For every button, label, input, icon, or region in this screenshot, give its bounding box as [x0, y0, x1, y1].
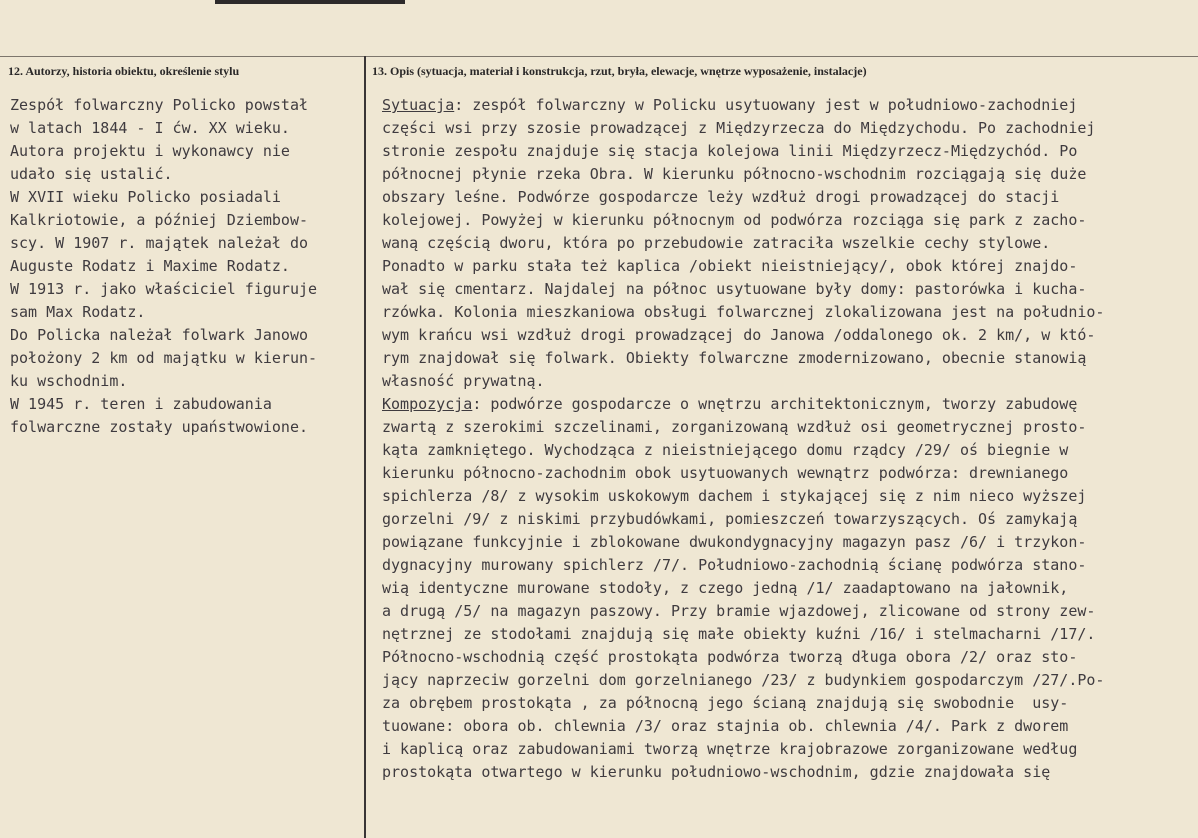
description-line [382, 347, 1104, 370]
description-line [382, 531, 1104, 554]
history-line: Kalkriotowie, a później Dziembow- [10, 211, 309, 229]
description-line [382, 485, 1104, 508]
description-column [382, 94, 1104, 784]
description-line [382, 623, 1104, 646]
history-line: Do Policka należał folwark Janowo [10, 326, 309, 344]
description-line [382, 646, 1104, 669]
line-text: dygnacyjny murowany spichlerz /7/. Południowo-zachodnią ścianę podwórza stano- [382, 556, 1087, 574]
line-text: waną częścią dworu, która po przebudowie zatraciła wszelkie cechy stylowe. [382, 234, 1051, 252]
description-line [382, 715, 1104, 738]
description-line [382, 140, 1104, 163]
history-line: udało się ustalić. [10, 165, 173, 183]
line-text: wią identyczne murowane stodoły, z czego jedną /1/ zaadaptowano na jałownik, [382, 579, 1069, 597]
line-text: i kaplicą oraz zabudowaniami tworzą wnętrze krajobrazowe zorganizowane według [382, 740, 1078, 758]
section-13-header: 13. Opis (sytuacja, materiał i konstrukcja, rzut, bryła, elewacje, wnętrze wyposażenie, instalacje) [372, 64, 867, 78]
section-label: Kompozycja [382, 395, 473, 413]
line-text: obszary leśne. Podwórze gospodarcze leży wzdłuż drogi prowadzącej do stacji [382, 188, 1060, 206]
history-line: położony 2 km od majątku w kierun- [10, 349, 318, 367]
line-text: rym znajdował się folwark. Obiekty folwarczne zmodernizowano, obecnie stanowią [382, 349, 1087, 367]
line-text: Północno-wschodnią część prostokąta podwórza tworzą długa obora /2/ oraz sto- [382, 648, 1078, 666]
history-line: sam Max Rodatz. [10, 303, 146, 321]
line-text: kąta zamkniętego. Wychodząca z nieistniejącego domu rządcy /29/ oś biegnie w [382, 441, 1069, 459]
description-line [382, 554, 1104, 577]
history-line: ku wschodnim. [10, 372, 128, 390]
line-text: : zespół folwarczny w Policku usytuowany jest w południowo-zachodniej [454, 96, 1078, 114]
line-text: jący naprzeciw gorzelni dom gorzelnianego /23/ z budynkiem gospodarczym /27/.Po- [382, 671, 1105, 689]
line-text: własność prywatną. [382, 372, 545, 390]
line-text: kolejowej. Powyżej w kierunku północnym od podwórza rozciąga się park z zacho- [382, 211, 1087, 229]
line-text: północnej płynie rzeka Obra. W kierunku północno-wschodnim rozciągają się duże [382, 165, 1087, 183]
line-text: tuowane: obora ob. chlewnia /3/ oraz stajnia ob. chlewnia /4/. Park z dworem [382, 717, 1069, 735]
top-edge-mark [215, 0, 405, 4]
description-line [382, 324, 1104, 347]
description-line [382, 692, 1104, 715]
line-text: nętrznej ze stodołami znajdują się małe obiekty kuźni /16/ i stelmacharni /17/. [382, 625, 1096, 643]
description-line [382, 738, 1104, 761]
description-line [382, 117, 1104, 140]
header-rule [0, 56, 1198, 57]
description-line [382, 232, 1104, 255]
description-line [382, 393, 1104, 416]
description-line [382, 416, 1104, 439]
line-text: a drugą /5/ na magazyn paszowy. Przy bramie wjazdowej, zlicowane od strony zew- [382, 602, 1096, 620]
description-line [382, 278, 1104, 301]
line-text: : podwórze gospodarcze o wnętrzu architektonicznym, tworzy zabudowę [472, 395, 1078, 413]
section-12-header: 12. Autorzy, historia obiektu, określenie stylu [8, 64, 240, 78]
line-text: wym krańcu wsi wzdłuż drogi prowadzącej do Janowa /oddalonego ok. 2 km/, w któ- [382, 326, 1096, 344]
column-divider [364, 56, 366, 838]
description-line [382, 669, 1104, 692]
line-text: zwartą z szerokimi szczelinami, zorganizowaną wzdłuż osi geometrycznej prosto- [382, 418, 1087, 436]
description-line [382, 163, 1104, 186]
history-line: Auguste Rodatz i Maxime Rodatz. [10, 257, 290, 275]
description-line [382, 209, 1104, 232]
history-column [10, 94, 317, 439]
line-text: wał się cmentarz. Najdalej na północ usytuowane były domy: pastorówka i kucha- [382, 280, 1087, 298]
description-line [382, 600, 1104, 623]
line-text: powiązane funkcyjnie i zblokowane dwukondygnacyjny magazyn pasz /6/ i trzykon- [382, 533, 1087, 551]
history-line: Autora projektu i wykonawcy nie [10, 142, 290, 160]
history-line: folwarczne zostały upaństwowione. [10, 418, 309, 436]
description-line [382, 508, 1104, 531]
line-text: spichlerza /8/ z wysokim uskokowym dachem i stykającej się z nim nieco wyższej [382, 487, 1087, 505]
line-text: Ponadto w parku stała też kaplica /obiekt nieistniejący/, obok której znajdo- [382, 257, 1078, 275]
description-line [382, 94, 1104, 117]
history-line: w latach 1844 - I ćw. XX wieku. [10, 119, 290, 137]
history-line: W XVII wieku Policko posiadali [10, 188, 281, 206]
line-text: stronie zespołu znajduje się stacja kolejowa linii Międzyrzecz-Międzychód. Po [382, 142, 1078, 160]
description-line [382, 462, 1104, 485]
description-line [382, 439, 1104, 462]
line-text: prostokąta otwartego w kierunku południowo-wschodnim, gdzie znajdowała się [382, 763, 1051, 781]
line-text: części wsi przy szosie prowadzącej z Międzyrzecza do Międzychodu. Po zachodniej [382, 119, 1096, 137]
history-line: scy. W 1907 r. majątek należał do [10, 234, 309, 252]
line-text: kierunku północno-zachodnim obok usytuowanych wewnątrz podwórza: drewnianego [382, 464, 1069, 482]
description-line [382, 186, 1104, 209]
description-line [382, 255, 1104, 278]
history-line: Zespół folwarczny Policko powstał [10, 96, 309, 114]
line-text: rzówka. Kolonia mieszkaniowa obsługi folwarcznej zlokalizowana jest na południo- [382, 303, 1105, 321]
history-line: W 1913 r. jako właściciel figuruje [10, 280, 318, 298]
history-line: W 1945 r. teren i zabudowania [10, 395, 272, 413]
description-line [382, 370, 1104, 393]
line-text: gorzelni /9/ z niskimi przybudówkami, pomieszczeń towarzyszących. Oś zamykają [382, 510, 1078, 528]
description-line [382, 761, 1104, 784]
description-line [382, 301, 1104, 324]
description-line [382, 577, 1104, 600]
line-text: za obrębem prostokąta , za północną jego ścianą znajdują się swobodnie usy- [382, 694, 1069, 712]
section-label: Sytuacja [382, 96, 455, 114]
